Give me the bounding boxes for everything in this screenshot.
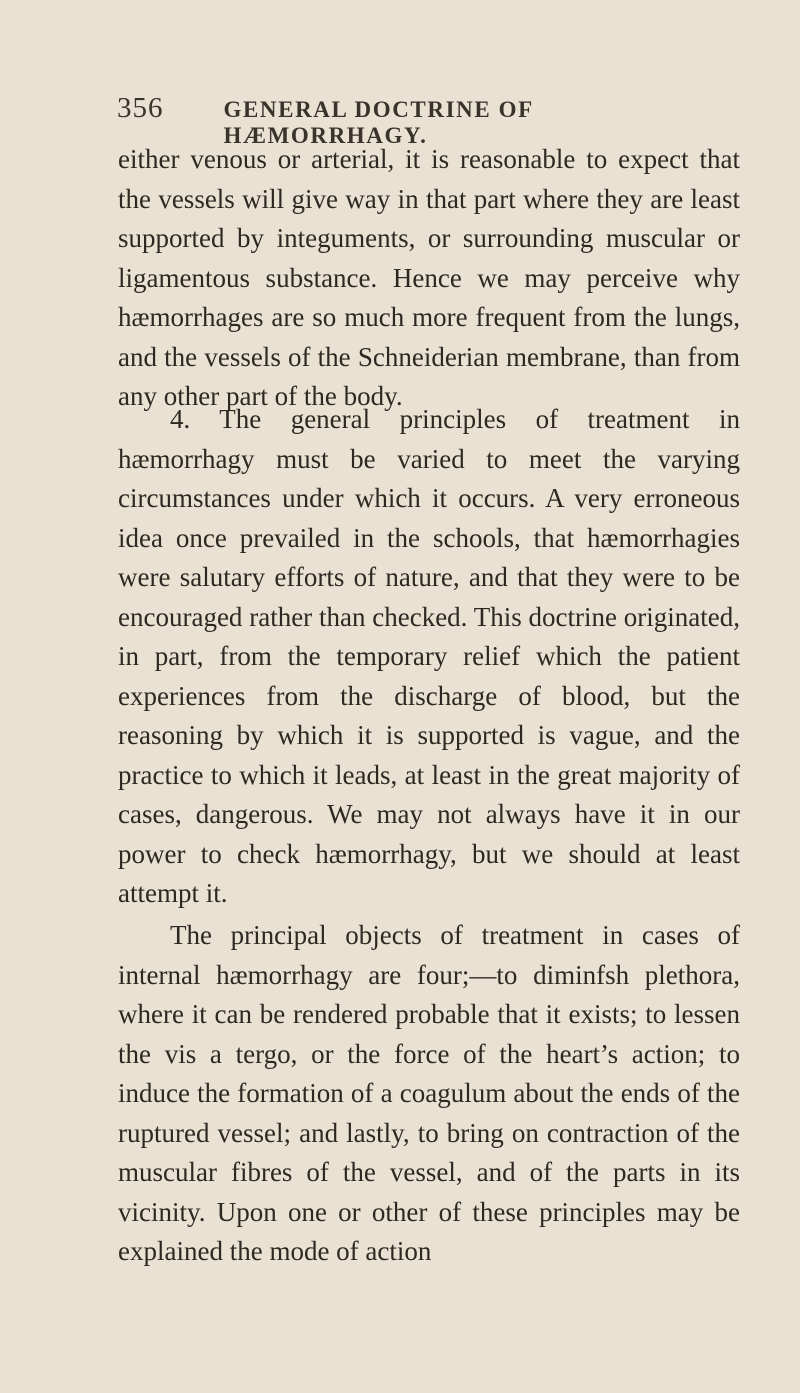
paragraph-continuation xyxy=(118,140,740,417)
paragraph-section-4 xyxy=(118,400,740,914)
body-paragraph: either venous or arterial, it is reasonable to expect that the vessels will give way in that part where they are least supported by integuments, or surrounding muscular or ligamentous substance. Hence we may perceive why hæmorrhages are so much more frequent from the lungs, and the vessels of the Schneiderian membrane, than from any other part of the body. xyxy=(118,144,740,411)
body-paragraph: The principal objects of treatment in cases of internal hæmorrhagy are four;—to diminfsh plethora, where it can be rendered probable that it exists; to lessen the vis a tergo, or the force of the heart’s action; to induce the formation of a coagulum about the ends of the ruptured vessel; and lastly, to bring on contraction of the muscular fibres of the vessel, and of the parts in its vicinity. Upon one or other of these principles may be explained the mode of action xyxy=(118,920,740,1266)
paragraph-treatment-objects xyxy=(118,916,740,1272)
body-paragraph: 4. The general principles of treatment in hæmorrhagy must be varied to meet the varying circumstances under which it occurs. A very erroneous idea once prevailed in the schools, that hæmorrhagies were salutary efforts of nature, and that they were to be encouraged rather than checked. This doctrine originated, in part, from the temporary relief which the patient experiences from the discharge of blood, but the reasoning by which it is supported is vague, and the practice to which it leads, at least in the great majority of cases, dangerous. We may not always have it in our power to check hæmorrhagy, but we should at least attempt it. xyxy=(118,404,740,908)
running-title: GENERAL DOCTRINE OF HÆMORRHAGY. xyxy=(223,97,533,148)
page-number: 356 xyxy=(117,92,164,124)
running-head xyxy=(117,92,717,148)
